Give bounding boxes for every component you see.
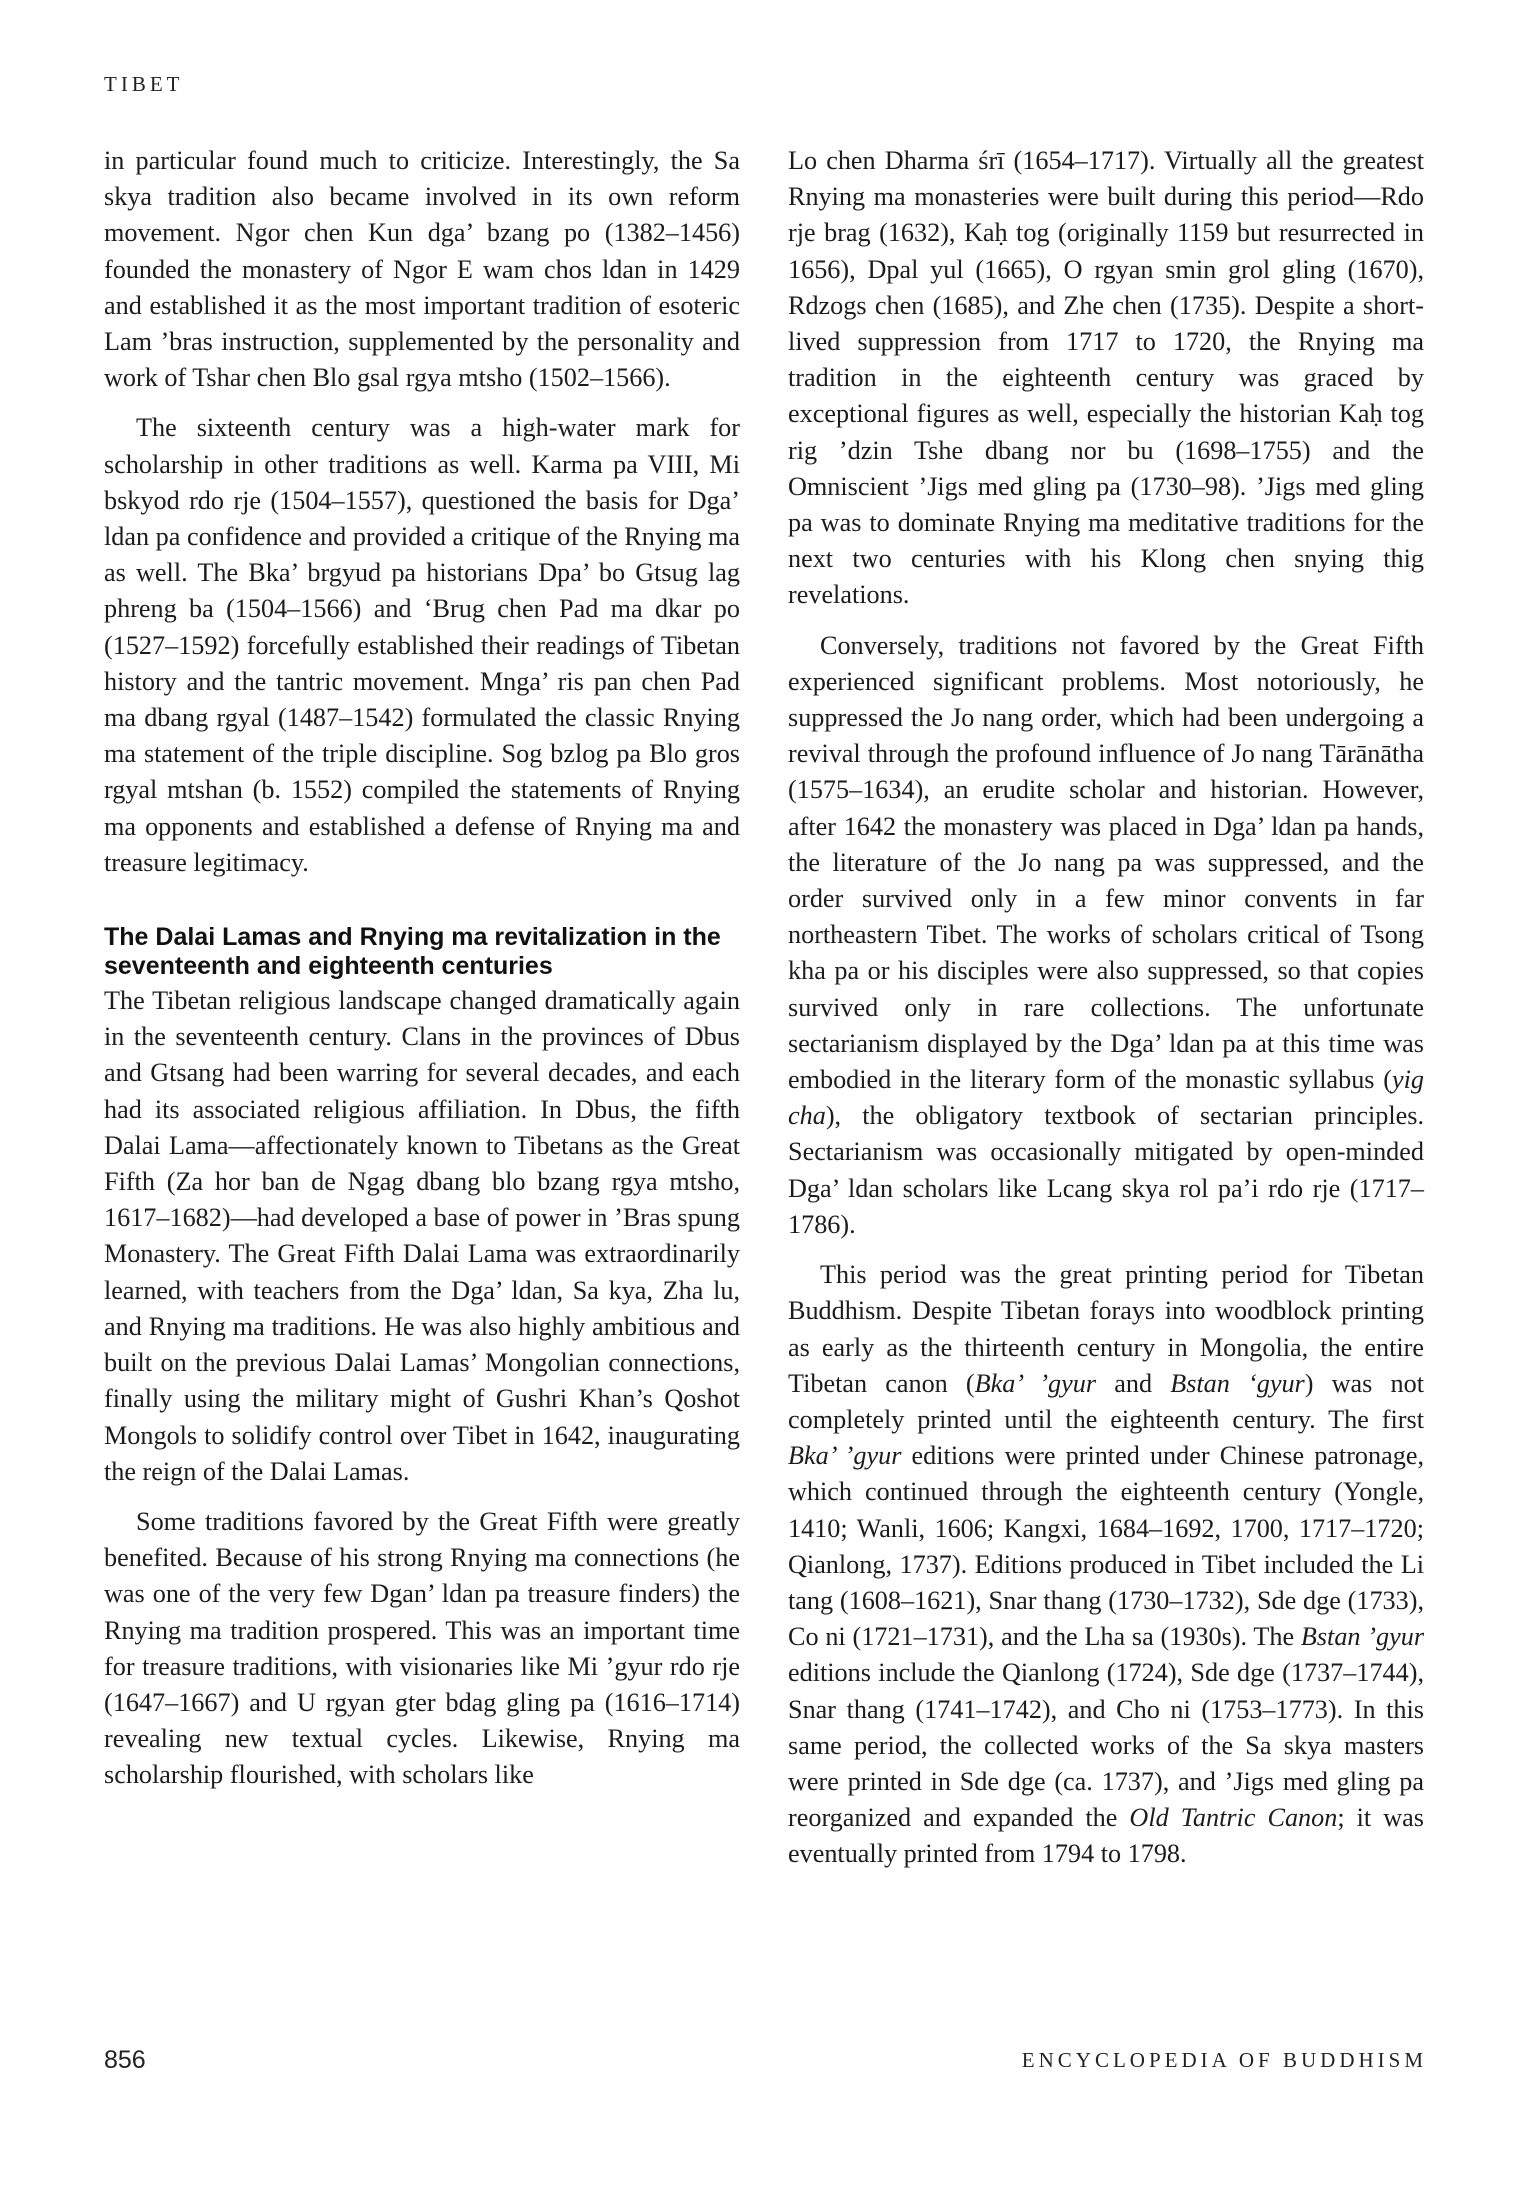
- section-heading: The Dalai Lamas and Rnying ma revitalization in the seventeenth and eighteenth centuries: [104, 923, 721, 981]
- italic-term: Bka’ ’gyur: [974, 1368, 1097, 1398]
- left-column: [104, 143, 740, 1794]
- paragraph: The Tibetan religious landscape changed dramatically again in the seventeenth century. Clans in the provinces of Dbus and Gtsang had been warring for several decades, and each had its associated religious affiliation. In Dbus, the fifth Dalai Lama—affectionately known to Tibetans as the Great Fifth (Za hor ban de Ngag dbang blo bzang rgya mtsho, 1617–1682)—had developed a base of power in ’Bras spung Monastery. The Great Fifth Dalai Lama was extraordinarily learned, with teachers from the Dga’ ldan, Sa kya, Zha lu, and Rnying ma traditions. He was also highly ambitious and built on the previous Dalai Lamas’ Mongolian connections, finally using the military might of Gushri Khan’s Qoshot Mongols to solidify control over Tibet in 1642, inaugurating the reign of the Dalai Lamas.: [104, 986, 740, 1486]
- paragraph: [788, 628, 1424, 1243]
- italic-term: yig cha: [788, 1065, 1424, 1131]
- paragraph: Some traditions favored by the Great Fifth were greatly benefited. Because of his strong Rnying ma connections (he was one of the very few Dgan’ ldan pa treasure finders) the Rnying ma tradition prospered. This was an important time for treasure traditions, with visionaries like Mi ’gyur rdo rje (1647–1667) and U rgyan gter bdag gling pa (1616–1714) revealing new textual cycles. Likewise, Rnying ma scholarship flourished, with scholars like: [104, 1506, 740, 1790]
- paragraph: in particular found much to criticize. Interestingly, the Sa skya tradition also became involved in its own reform movement. Ngor chen Kun dga’ bzang po (1382–1456) founded the monastery of Ngor E wam chos ldan in 1429 and established it as the most important tradition of esoteric Lam ’bras instruction, supplemented by the personality and work of Tshar chen Blo gsal rgya mtsho (1502–1566).: [104, 146, 740, 393]
- footer-title: ENCYCLOPEDIA OF BUDDHISM: [1021, 2048, 1427, 2072]
- text-run: Conversely, traditions not favored by the Great Fifth experienced significant problems. Most notoriously, he suppressed the Jo nang order, which had been undergoing a revival through the profound influence of Jo nang Tārānātha (1575–1634), an erudite scholar and historian. However, after 1642 the monastery was placed in Dga’ ldan pa hands, the literature of the Jo nang pa was suppressed, and the order survived only in a few minor convents in far northeastern Tibet. The works of scholars critical of Tsong kha pa or his disciples were also suppressed, so that copies survived only in rare collections. The unfortunate sectarianism displayed by the Dga’ ldan pa at this time was embodied in the literary form of the monastic syllabus (: [788, 630, 1424, 1095]
- text-run: and: [1096, 1368, 1171, 1398]
- italic-term: Bstan ‘gyur: [1170, 1368, 1305, 1398]
- right-column: [788, 143, 1424, 1873]
- text-run: This period was the great printing period for Tibetan Buddhism. Despite Tibetan forays into woodblock printing as early as the thirteenth century in Mongolia, the entire Tibetan canon (: [788, 1260, 1424, 1398]
- running-head: TIBET: [104, 72, 184, 96]
- italic-term: Old Tantric Canon: [1129, 1803, 1338, 1833]
- paragraph: The sixteenth century was a high-water mark for scholarship in other traditions as well. Karma pa VIII, Mi bskyod rdo rje (1504–1557), questioned the basis for Dga’ ldan pa confidence and provided a critique of the Rnying ma as well. The Bka’ brgyud pa historians Dpa’ bo Gtsug lag phreng ba (1504–1566) and ‘Brug chen Pad ma dkar po (1527–1592) forcefully established their readings of Tibetan history and the tantric movement. Mnga’ ris pan chen Pad ma dbang rgyal (1487–1542) formulated the classic Rnying ma statement of the triple discipline. Sog bzlog pa Blo gros rgyal mtshan (b. 1552) compiled the statements of Rnying ma opponents and established a defense of Rnying ma and treasure legitimacy.: [104, 413, 740, 877]
- paragraph: Lo chen Dharma śrī (1654–1717). Virtually all the greatest Rnying ma monasteries were built during this period—Rdo rje brag (1632), Kaḥ tog (originally 1159 but resurrected in 1656), Dpal yul (1665), O rgyan smin grol gling (1670), Rdzogs chen (1685), and Zhe chen (1735). Despite a short-lived suppression from 1717 to 1720, the Rnying ma tradition in the eighteenth century was graced by exceptional figures as well, especially the historian Kaḥ tog rig ’dzin Tshe dbang nor bu (1698–1755) and the Omniscient ’Jigs med gling pa (1730–98). ’Jigs med gling pa was to dominate Rnying ma meditative traditions for the next two centuries with his Klong chen snying thig revelations.: [788, 146, 1424, 610]
- text-run: ) was not completely printed until the eighteenth century. The first: [788, 1368, 1424, 1434]
- italic-term: Bstan ’gyur: [1300, 1622, 1425, 1652]
- text-run: editions were printed under Chinese patronage, which continued through the eighteenth century (Yongle, 1410; Wanli, 1606; Kangxi, 1684–1692, 1700, 1717–1720; Qianlong, 1737). Editions produced in Tibet included the Li tang (1608–1621), Snar thang (1730–1732), Sde dge (1733), Co ni (1721–1731), and the Lha sa (1930s). The: [788, 1441, 1424, 1652]
- page-number: 856: [104, 2046, 146, 2074]
- text-run: ), the obligatory textbook of sectarian principles. Sectarianism was occasionally mitigated by open-minded Dga’ ldan scholars like Lcang skya rol pa’i rdo rje (1717–1786).: [788, 1101, 1424, 1239]
- paragraph: [788, 1257, 1424, 1872]
- text-run: editions include the Qianlong (1724), Sde dge (1737–1744), Snar thang (1741–1742), and Cho ni (1753–1773). In this same period, the collected works of the Sa skya masters were printed in Sde dge (ca. 1737), and ’Jigs med gling pa reorganized and expanded the: [788, 1658, 1424, 1833]
- italic-term: Bka’ ’gyur: [788, 1441, 902, 1471]
- text-run: ; it was eventually printed from 1794 to 1798.: [788, 1803, 1424, 1869]
